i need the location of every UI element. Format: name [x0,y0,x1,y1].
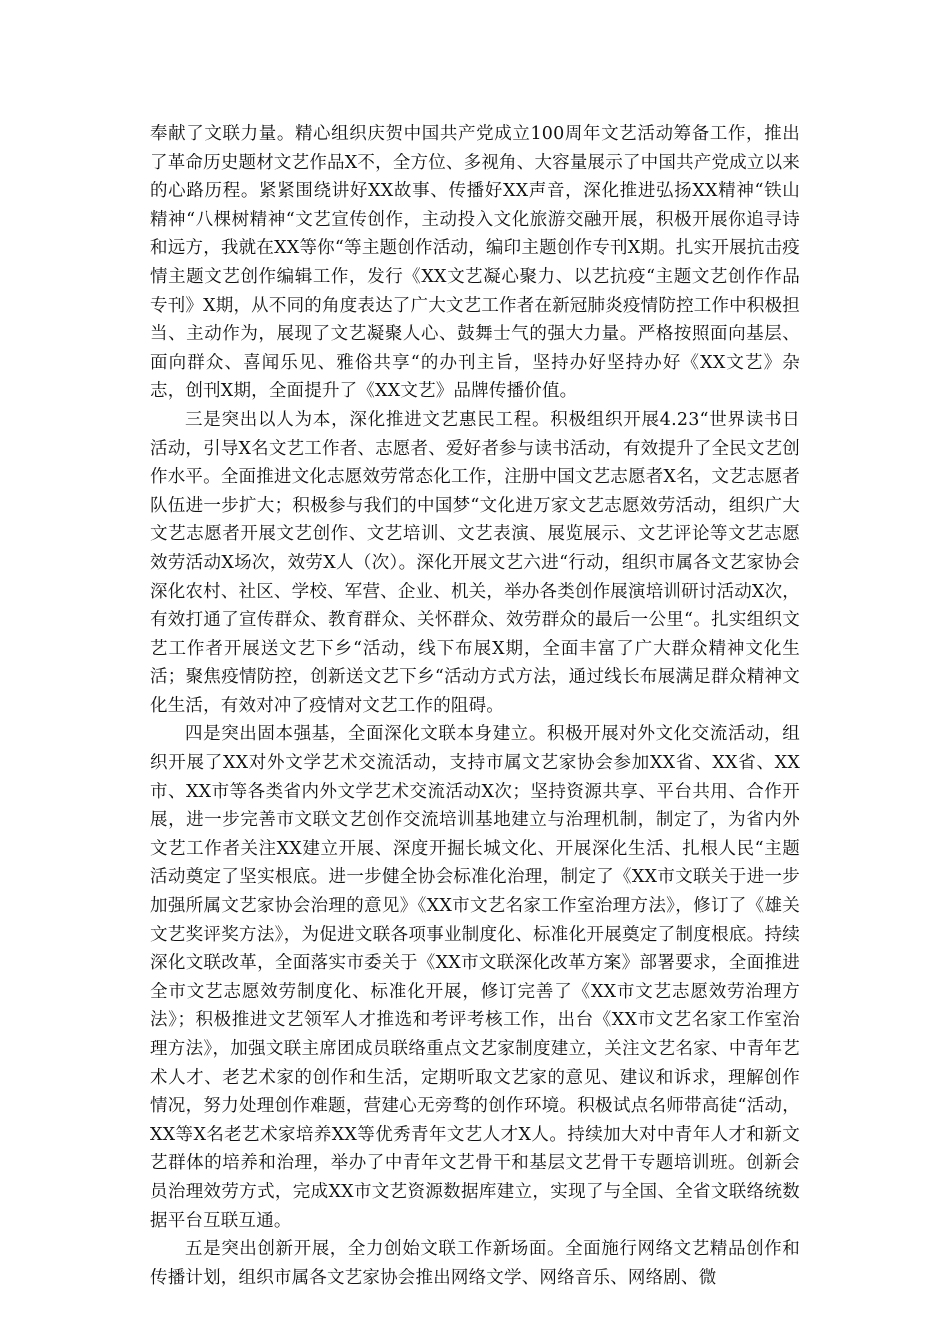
document-page [150,120,800,1292]
paragraph-1: 奉献了文联力量。精心组织庆贺中国共产党成立100周年文艺活动筹备工作，推出了革命历史题材文艺作品X不，全方位、多视角、大容量展示了中国共产党成立以来的心路历程。紧紧围绕讲好XX故事、传播好XX声音，深化推进弘扬XX精神“铁山精神“八棵树精神“文艺宣传创作，主动投入文化旅游交融开展，积极开展你追寻诗和远方，我就在XX等你“等主题创作活动，编印主题创作专刊X期。扎实开展抗击疫情主题文艺创作编辑工作，发行《XX文艺凝心聚力、以艺抗疫“主题文艺创作作品专刊》X期，从不同的角度表达了广大文艺工作者在新冠肺炎疫情防控工作中积极担当、主动作为，展现了文艺凝聚人心、鼓舞士气的强大力量。严格按照面向基层、面向群众、喜闻乐见、雅俗共享“的办刊主旨，坚持办好坚持办好《XX文艺》杂志，创刊X期，全面提升了《XX文艺》品牌传播价值。 [150,124,800,402]
paragraph-2: 三是突出以人为本，深化推进文艺惠民工程。积极组织开展4.23“世界读书日活动，引导X名文艺工作者、志愿者、爱好者参与读书活动，有效提升了全民文艺创作水平。全面推进文化志愿效劳常态化工作，注册中国文艺志愿者X名，文艺志愿者队伍进一步扩大；积极参与我们的中国梦“文化进万家文艺志愿效劳活动，组织广大文艺志愿者开展文艺创作、文艺培训、文艺表演、展览展示、文艺评论等文艺志愿效劳活动X场次，效劳X人（次）。深化开展文艺六进“行动，组织市属各文艺家协会深化农村、社区、学校、军营、企业、机关，举办各类创作展演培训研讨活动X次，有效打通了宣传群众、教育群众、关怀群众、效劳群众的最后一公里“。扎实组织文艺工作者开展送文艺下乡“活动，线下布展X期，全面丰富了广大群众精神文化生活；聚焦疫情防控，创新送文艺下乡“活动方式方法，通过线长布展满足群众精神文化生活，有效对冲了疫情对文艺工作的阻碍。 [150,409,800,716]
paragraph-3: 四是突出固本强基，全面深化文联本身建立。积极开展对外文化交流活动，组织开展了XX对外文学艺术交流活动，支持市属文艺家协会参加XX省、XX省、XX市、XX市等各类省内外文学艺术交流活动X次；坚持资源共享、平台共用、合作开展，进一步完善市文联文艺创作交流培训基地建立与治理机制，制定了，为省内外文艺工作者关注XX建立开展、深度开掘长城文化、开展深化生活、扎根人民“主题活动奠定了坚实根底。进一步健全协会标准化治理，制定了《XX市文联关于进一步加强所属文艺家协会治理的意见》《XX市文艺名家工作室治理方法》，修订了《雄关文艺奖评奖方法》，为促进文联各项事业制度化、标准化开展奠定了制度根底。持续深化文联改革，全面落实市委关于《XX市文联深化改革方案》部署要求，全面推进全市文艺志愿效劳制度化、标准化开展，修订完善了《XX市文艺志愿效劳治理方法》；积极推进文艺领军人才推选和考评考核工作，出台《XX市文艺名家工作室治理方法》，加强文联主席团成员联络重点文艺家制度建立，关注文艺名家、中青年艺术人才、老艺术家的创作和生活，定期听取文艺家的意见、建议和诉求，理解创作情况，努力处理创作难题，营建心无旁骛的创作环境。积极试点名师带高徒“活动，XX等X名老艺术家培养XX等优秀青年文艺人才X人。持续加大对中青年人才和新文艺群体的培养和治理，举办了中青年文艺骨干和基层文艺骨干专题培训班。创新会员治理效劳方式，完成XX市文艺资源数据库建立，实现了与全国、全省文联络统数据平台互联互通。 [150,724,800,1231]
paragraph-4: 五是突出创新开展，全力创始文联工作新场面。全面施行网络文艺精品创作和传播计划，组织市属各文艺家协会推出网络文学、网络音乐、网络剧、微 [150,1239,800,1288]
